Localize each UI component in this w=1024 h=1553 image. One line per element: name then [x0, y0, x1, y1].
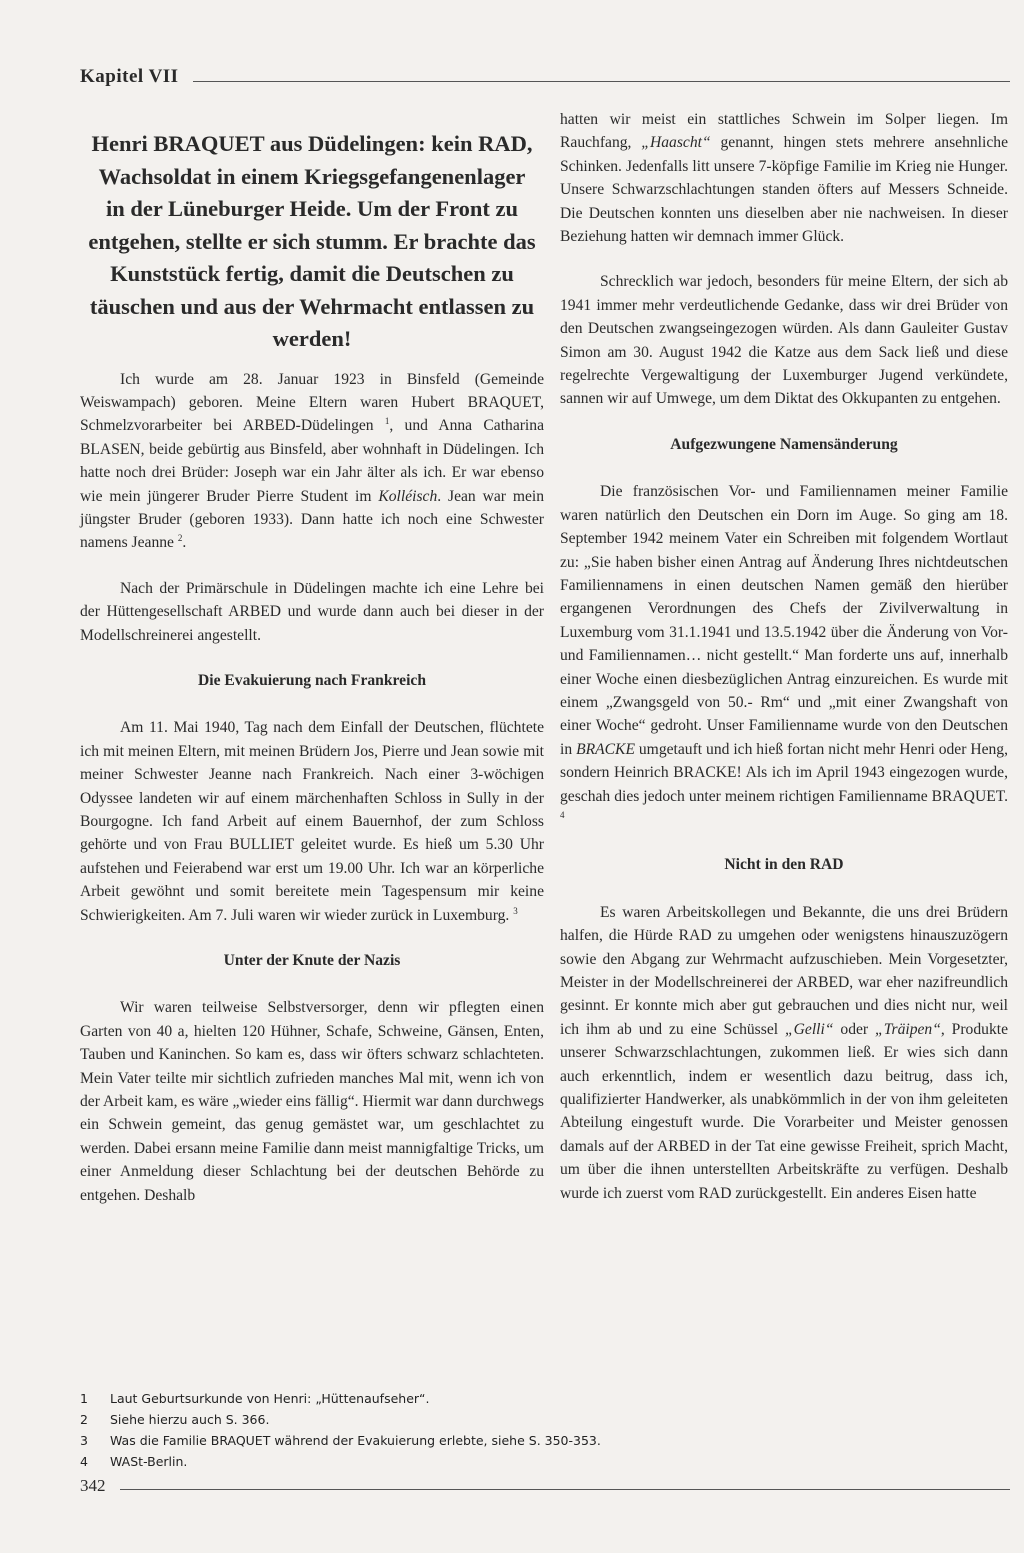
section-heading: Aufgezwungene Namensänderung — [670, 435, 898, 453]
paragraph: Es waren Arbeitskollegen und Bekannte, die uns drei Brüdern halfen, die Hürde RAD zu umgehen oder wenigstens hinauszuzögern sowie den Abgang zur Wehrmacht aufzuschieben. Mein Vorgesetzter, Meister in der Modellschreinerei der ARBED, war eher nazifreundlich gesinnt. Er konnte mich aber gut gebrauchen und dies nicht nur, weil ich ihm ab und zu eine Schüssel „Gelli“ oder „Träipen“, Produkte unserer Schwarzschlachtungen, zukommen ließ. Er wies sich dann auch erkenntlich, indem er wesentlich dazu beitrug, dass ich, qualifizierter Handwerker, als unabkömmlich in der von ihm geleiteten Abteilung eingestuft wurde. Die Vorarbeiter und Meister genossen damals auf der ARBED in der Tat eine gewisse Freiheit, sprich Macht, um über die ihnen unterstellten Arbeitskräfte zu verfügen. Deshalb wurde ich zuerst vom RAD zurückgestellt. Ein anderes Eisen hatte — [560, 903, 1008, 1202]
article-title: Henri BRAQUET aus Düdelingen: kein RAD, Wachsoldat in einem Kriegsgefangenenlager in der Lüneburger Heide. Um der Front zu entgehen, stellte er sich stumm. Er brachte das Kunststück fertig, damit die Deutschen zu täuschen und aus der Wehrmacht entlassen zu werden! — [88, 131, 536, 351]
paragraph: Schrecklich war jedoch, besonders für meine Eltern, der sich ab 1941 immer mehr verdeutlichende Gedanke, dass wir drei Brüder von den Deutschen zwangseingezogen würden. Als dann Gauleiter Gustav Simon am 30. August 1942 die Katze aus dem Sack ließ und diese regelrechte Vergewaltigung der Luxemburger Jugend verkündete, sannen wir auf Umwege, um dem Diktat des Okkupanten zu entgehen. — [560, 273, 1008, 408]
paragraph: Nach der Primärschule in Düdelingen machte ich eine Lehre bei der Hüttengesellschaft ARBED und wurde dann auch bei dieser in der Modellschreinerei angestellt. — [80, 579, 544, 644]
page-footer — [80, 1470, 1010, 1496]
footnote-ref: 1 — [384, 416, 390, 427]
paragraph: Wir waren teilweise Selbstversorger, denn wir pflegten einen Garten von 40 a, hielten 120 Hühner, Schafe, Schweine, Gänsen, Enten, Tauben und Kaninchen. So kam es, dass wir öfters schwarz schlachteten. Mein Vater teilte mir sichtlich zufrieden manches Mal mit, wenn ich von der Arbeit kam, es wäre „wieder eins fällig“. Hiermit war dann durchwegs ein Schwein gemeint, das genug gemästet war, um geschlachtet zu werden. Dabei ersann meine Familie dann meist mannigfaltige Tricks, um einer Anmeldung dieser Schlachtung bei der deutschen Behörde zu entgehen. Deshalb — [80, 999, 544, 1204]
paragraph: Die französischen Vor- und Familiennamen meiner Familie waren natürlich den Deutschen ein Dorn im Auge. So ging am 18. September 1942 meinem Vater ein Schreiben mit folgendem Wortlaut zu: „Sie haben bisher einen Antrag auf Änderung Ihres nichtdeutschen Familiennamens in einen deutschen Namen gemäß den hierüber ergangenen Verordnungen des Chefs der Zivilverwaltung in Luxemburg vom 31.1.1941 und 13.5.1942 über die Änderung von Vor- und Familiennamen… nicht gestellt.“ Man forderte uns auf, innerhalb einer Woche einen diesbezüglichen Antrag einzureichen. Es wurde mit einem „Zwangsgeld von 50.- Rm“ und „mit einer Zwangshaft von einer Woche“ gedroht. Unser Familienname wurde von den Deutschen in BRACKE umgetauft und ich hieß fortan nicht mehr Henri oder Heng, sondern Heinrich BRACKE! Als ich im April 1943 eingezogen wurde, geschah dies jedoch unter meinem richtigen Familienname BRAQUET. $^4$ — [560, 483, 1009, 820]
section-heading: Nicht in den RAD — [724, 856, 844, 874]
page-header — [80, 58, 1010, 88]
right-column — [560, 108, 1008, 1205]
footnote-ref: 2 — [177, 533, 183, 544]
section-heading: Unter der Knute der Nazis — [223, 952, 401, 970]
footnote: 3 Was die Familie BRAQUET während der Evakuierung erlebte, siehe S. 350-353. — [80, 1433, 601, 1448]
paragraph: Ich wurde am 28. Januar 1923 in Binsfeld (Gemeinde Weiswampach) geboren. Meine Eltern waren Hubert BRAQUET, Schmelzvorarbeiter bei ARBED-Düdelingen $^1$, und Anna Catharina BLASEN, beide gebürtig aus Binsfeld, aber wohnhaft in Düdelingen. Ich hatte noch drei Brüder: Joseph war ein Jahr älter als ich. Er war ebenso wie mein jüngerer Bruder Pierre Student im Kolléisch. Jean war mein jüngster Bruder (geboren 1933). Dann hatte ich noch eine Schwester namens Jeanne $^2$. — [80, 370, 544, 552]
paragraph: hatten wir meist ein stattliches Schwein im Solper liegen. Im Rauchfang, „Haascht“ genannt, hingen stets mehrere ansehnliche Schinken. Jedenfalls litt unsere 7-köpfige Familie im Krieg nie Hunger. Unsere Schwarzschlachtungen standen öfters auf Messers Schneide. Die Deutschen konnten uns dieselben aber nie nachweisen. In dieser Beziehung hatten wir demnach immer Glück. — [560, 111, 1008, 246]
footnote: 2 Siehe hierzu auch S. 366. — [80, 1412, 270, 1427]
left-column — [80, 108, 544, 1207]
footnote: 4 WASt-Berlin. — [80, 1454, 188, 1469]
footnotes — [80, 1388, 980, 1472]
section-heading: Die Evakuierung nach Frankreich — [197, 671, 426, 689]
footnote: 1 Laut Geburtsurkunde von Henri: „Hüttenaufseher“. — [80, 1391, 430, 1406]
paragraph: Am 11. Mai 1940, Tag nach dem Einfall der Deutschen, flüchtete ich mit meinen Eltern, mit meinen Brüdern Jos, Pierre und Jean sowie mit meiner Schwester Jeanne nach Frankreich. Nach einer 3-wöchigen Odyssee landeten wir auf einem märchenhaften Schloss in Sully in der Bourgogne. Ich fand Arbeit auf einem Bauernhof, der zum Schloss gehörte und von Frau BULLIET geleitet wurde. Es hieß um 5.30 Uhr aufstehen und Feierabend war erst um 19.00 Uhr. Ich war an körperliche Arbeit gewöhnt und somit bereitete mein Tagespensum mir keine Schwierigkeiten. Am 7. Juli waren wir wieder zurück in Luxemburg. $^3$ — [80, 719, 544, 924]
footnote-ref: 3 — [513, 905, 518, 916]
chapter-label: Kapitel VII — [80, 66, 179, 87]
header-rule — [193, 81, 1010, 82]
page-number: 342 — [80, 1476, 106, 1495]
footnote-ref: 4 — [560, 809, 565, 820]
footer-rule — [120, 1489, 1011, 1490]
